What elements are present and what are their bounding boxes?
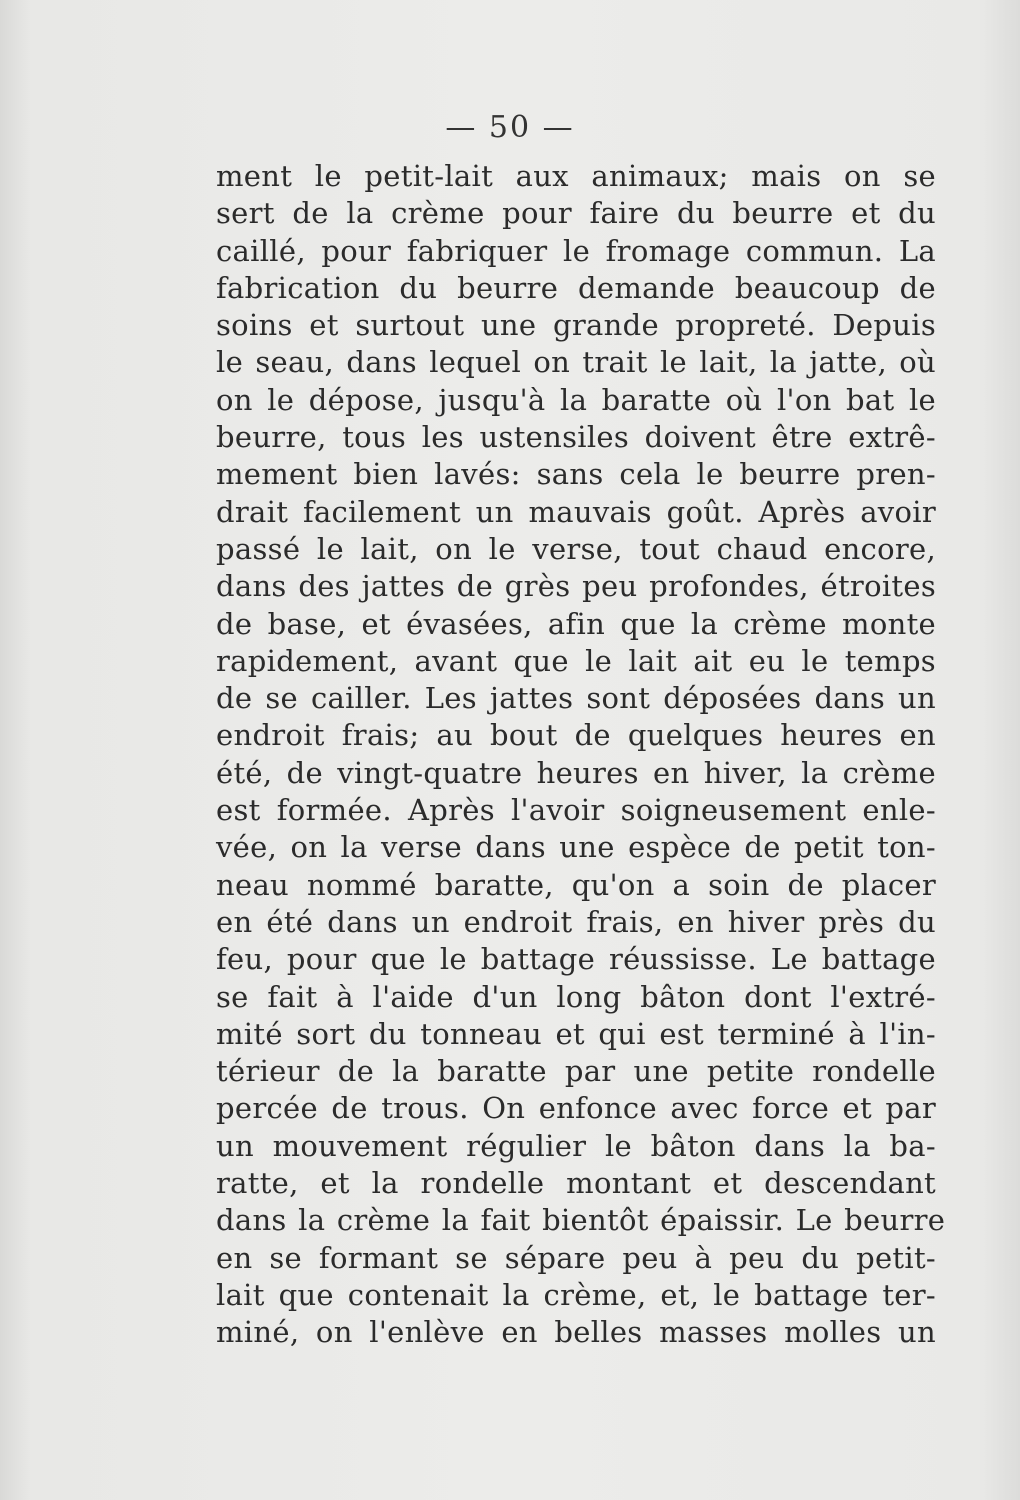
text-line: neau nommé baratte, qu'on a soin de placer — [216, 867, 936, 902]
text-line: caillé, pour fabriquer le fromage commun. La — [216, 233, 936, 268]
text-line: de se cailler. Les jattes sont déposées dans un — [216, 681, 936, 716]
text-line: vée, on la verse dans une espèce de petit ton- — [216, 830, 936, 865]
text-line: est formée. Après l'avoir soigneusement enle- — [216, 793, 936, 828]
text-line: mement bien lavés: sans cela le beurre pren- — [216, 457, 936, 492]
text-line: beurre, tous les ustensiles doivent être extrê- — [216, 420, 936, 455]
text-line: ratte, et la rondelle montant et descendant — [216, 1166, 936, 1201]
text-line: soins et surtout une grande propreté. Depuis — [216, 308, 936, 343]
text-line: été, de vingt-quatre heures en hiver, la crème — [216, 755, 936, 790]
text-line: ment le petit-lait aux animaux; mais on se — [216, 159, 936, 193]
text-line: en été dans un endroit frais, en hiver près du — [216, 904, 936, 939]
text-line: dans la crème la fait bientôt épaissir. Le beurre — [216, 1203, 946, 1238]
text-line: endroit frais; au bout de quelques heures en — [216, 718, 936, 753]
text-line: de base, et évasées, afin que la crème monte — [216, 606, 936, 641]
body-text — [216, 158, 946, 1352]
text-line: le seau, dans lequel on trait le lait, la jatte, où — [216, 345, 936, 380]
text-line: feu, pour que le battage réussisse. Le battage — [216, 942, 936, 977]
text-line: fabrication du beurre demande beaucoup de — [216, 270, 936, 305]
text-line: térieur de la baratte par une petite rondelle — [216, 1054, 936, 1089]
page-number: — 50 — — [445, 110, 575, 145]
text-line: se fait à l'aide d'un long bâton dont l'extré- — [216, 979, 936, 1014]
text-line: percée de trous. On enfonce avec force et par — [216, 1091, 936, 1126]
text-line: rapidement, avant que le lait ait eu le temps — [216, 643, 936, 678]
text-line: drait facilement un mauvais goût. Après avoir — [216, 494, 936, 529]
text-line: on le dépose, jusqu'à la baratte où l'on bat le — [216, 382, 936, 417]
text-line: dans des jattes de grès peu profondes, étroites — [216, 569, 936, 604]
text-line: miné, on l'enlève en belles masses molles un — [216, 1315, 936, 1350]
text-line: en se formant se sépare peu à peu du petit- — [216, 1240, 936, 1275]
text-line: mité sort du tonneau et qui est terminé à l'in- — [216, 1016, 936, 1051]
text-line: sert de la crème pour faire du beurre et du — [216, 196, 936, 231]
text-line: passé le lait, on le verse, tout chaud encore, — [216, 531, 936, 566]
text-line: un mouvement régulier le bâton dans la ba- — [216, 1128, 936, 1163]
text-line: lait que contenait la crème, et, le battage ter- — [216, 1277, 936, 1312]
